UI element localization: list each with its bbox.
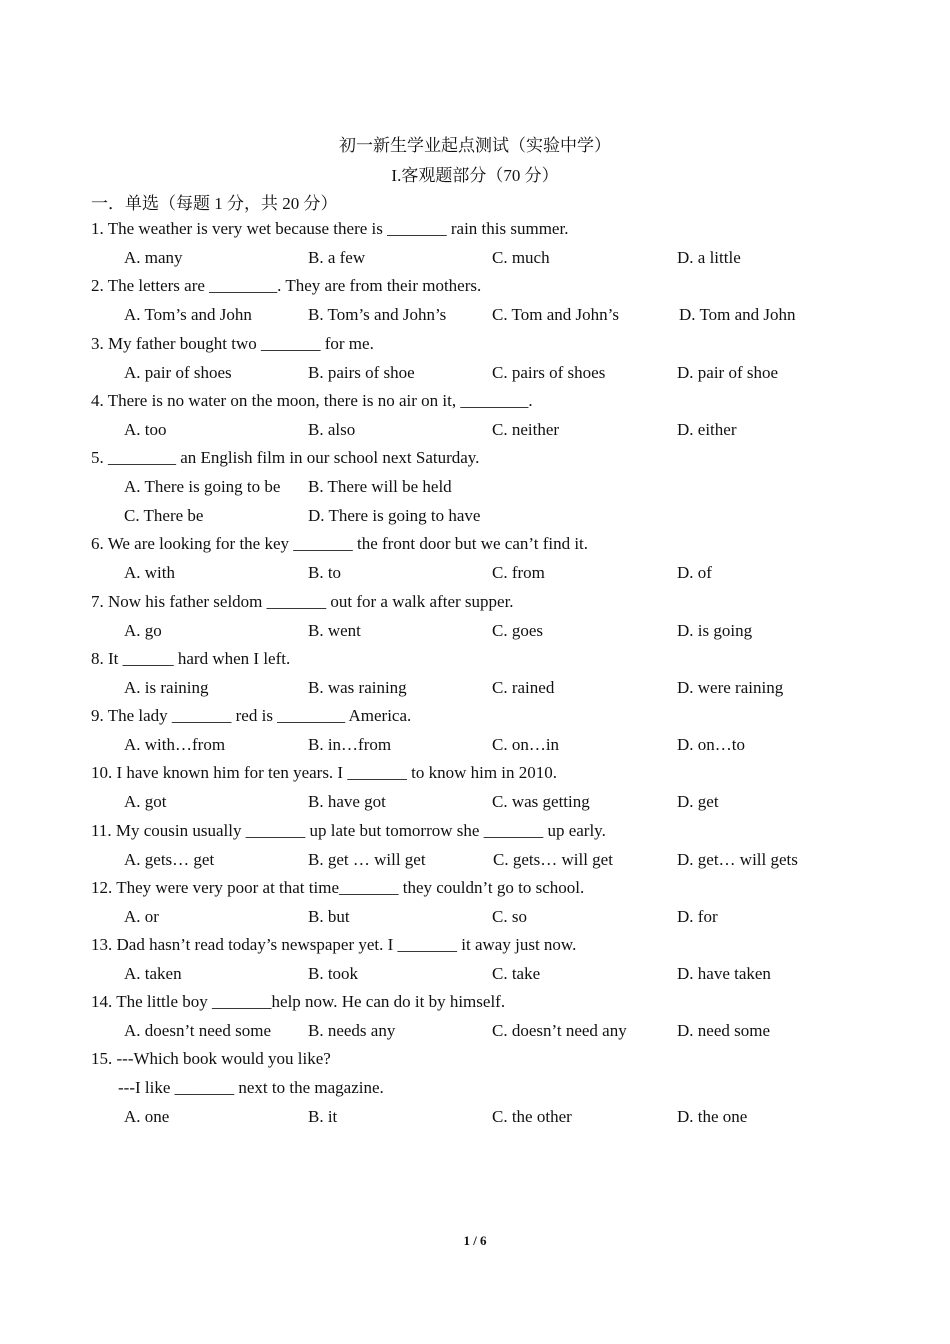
option-d: D. on…to (677, 735, 745, 754)
question-stem: 3. My father bought two _______ for me. (91, 334, 374, 353)
option-c: C. rained (492, 678, 555, 697)
option-b: B. needs any (308, 1021, 396, 1040)
option-d: D. a little (677, 248, 741, 267)
question-stem: 5. ________ an English film in our school next Saturday. (91, 448, 480, 467)
option-c: C. the other (492, 1107, 572, 1126)
page-number: 1 / 6 (463, 1233, 487, 1248)
question-stem: 15. ---Which book would you like? (91, 1049, 331, 1068)
option-c: C. gets… will get (493, 850, 613, 869)
option-b: B. get … will get (308, 850, 426, 869)
question-stem: 4. There is no water on the moon, there is no air on it, ________. (91, 391, 533, 410)
option-a: A. doesn’t need some (124, 1021, 271, 1040)
option-b: B. but (308, 907, 350, 926)
option-b: B. went (308, 621, 361, 640)
option-c: C. pairs of shoes (492, 363, 606, 382)
option-a: A. got (124, 792, 167, 811)
option-c: C. Tom and John’s (492, 305, 619, 324)
option-a: A. one (124, 1107, 170, 1126)
page-title: 初一新生学业起点测试（实验中学） (339, 136, 611, 155)
question-stem: 7. Now his father seldom _______ out for a walk after supper. (91, 592, 514, 611)
option-c: C. doesn’t need any (492, 1021, 627, 1040)
question-stem: 12. They were very poor at that time_______ they couldn’t go to school. (91, 878, 585, 897)
option-b: B. have got (308, 792, 386, 811)
option-d: D. pair of shoe (677, 363, 779, 382)
question-stem: 1. The weather is very wet because there is _______ rain this summer. (91, 219, 569, 238)
option-d: D. need some (677, 1021, 771, 1040)
option-b: B. it (308, 1107, 338, 1126)
option-d: D. were raining (677, 678, 784, 697)
option-a: A. or (124, 907, 159, 926)
option-d: D. either (677, 420, 737, 439)
option-b: B. Tom’s and John’s (308, 305, 447, 324)
option-c: C. from (492, 563, 545, 582)
option-a: A. taken (124, 964, 182, 983)
question-stem: 14. The little boy _______help now. He can do it by himself. (91, 992, 506, 1011)
option-b: B. There will be held (308, 477, 452, 496)
option-d: D. is going (677, 621, 753, 640)
question-stem: 9. The lady _______ red is ________ America. (91, 706, 412, 725)
question-stem-continued: ---I like _______ next to the magazine. (118, 1078, 384, 1097)
option-a: A. Tom’s and John (124, 305, 252, 324)
option-b: B. a few (308, 248, 366, 267)
option-d: D. of (677, 563, 712, 582)
option-a: A. too (124, 420, 167, 439)
option-b: B. in…from (308, 735, 392, 754)
option-d: D. get (677, 792, 719, 811)
page-subtitle: I.客观题部分（70 分） (391, 166, 559, 185)
option-c: C. much (492, 248, 550, 267)
option-d: D. Tom and John (679, 305, 796, 324)
option-b: B. took (308, 964, 359, 983)
option-d: D. There is going to have (308, 506, 481, 525)
option-d: D. for (677, 907, 718, 926)
option-a: A. gets… get (124, 850, 215, 869)
option-c: C. on…in (492, 735, 560, 754)
option-d: D. have taken (677, 964, 771, 983)
option-a: A. many (124, 248, 183, 267)
option-c: C. so (492, 907, 527, 926)
question-stem: 13. Dad hasn’t read today’s newspaper yet. I _______ it away just now. (91, 935, 577, 954)
option-b: B. was raining (308, 678, 407, 697)
option-a: A. There is going to be (124, 477, 281, 496)
option-a: A. pair of shoes (124, 363, 232, 382)
question-stem: 10. I have known him for ten years. I _______ to know him in 2010. (91, 763, 558, 782)
option-d: D. get… will gets (677, 850, 798, 869)
option-b: B. pairs of shoe (308, 363, 415, 382)
question-stem: 8. It ______ hard when I left. (91, 649, 291, 668)
option-b: B. also (308, 420, 356, 439)
option-a: A. with…from (124, 735, 226, 754)
option-a: A. is raining (124, 678, 209, 697)
option-a: A. with (124, 563, 175, 582)
option-c: C. was getting (492, 792, 590, 811)
option-a: A. go (124, 621, 162, 640)
option-b: B. to (308, 563, 342, 582)
option-c: C. take (492, 964, 541, 983)
option-c: C. neither (492, 420, 560, 439)
section-heading: 一．单选（每题 1 分，共 20 分） (91, 194, 338, 213)
question-stem: 6. We are looking for the key _______ the front door but we can’t find it. (91, 534, 589, 553)
option-c: C. There be (124, 506, 204, 525)
question-stem: 11. My cousin usually _______ up late but tomorrow she _______ up early. (91, 821, 606, 840)
option-c: C. goes (492, 621, 543, 640)
question-stem: 2. The letters are ________. They are from their mothers. (91, 276, 482, 295)
option-d: D. the one (677, 1107, 748, 1126)
